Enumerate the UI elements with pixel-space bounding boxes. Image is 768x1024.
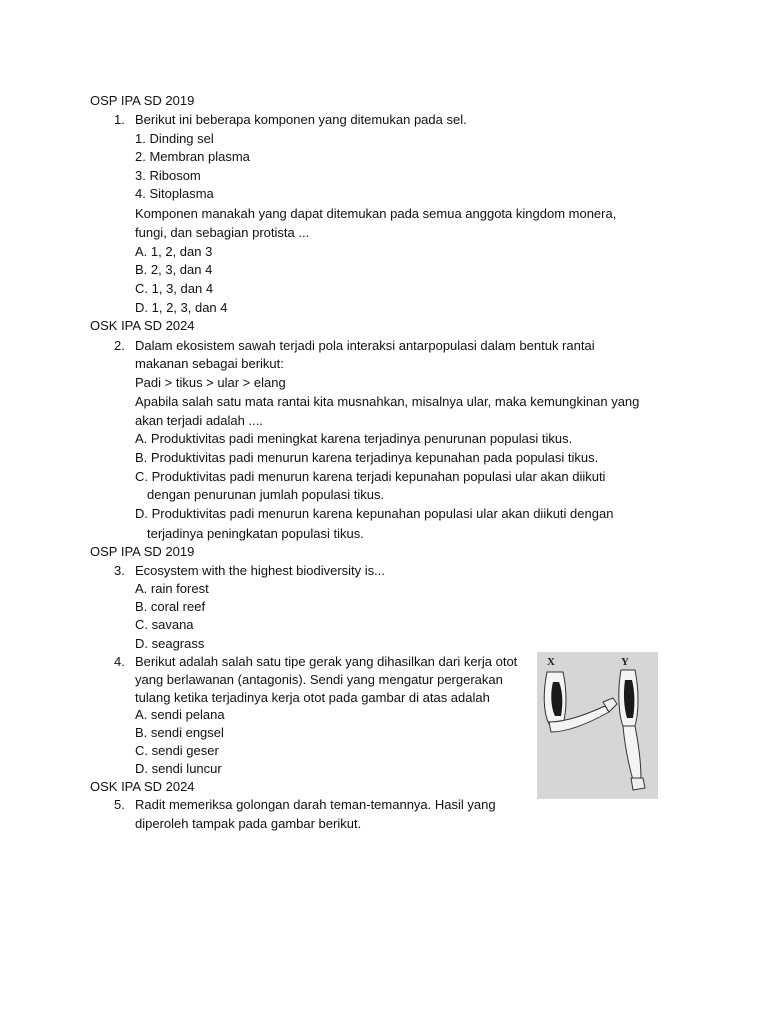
answer-option: D. 1, 2, 3, dan 4 (135, 300, 228, 315)
answer-option: D. Produktivitas padi menurun karena kepunahan populasi ular akan diikuti dengan (135, 506, 614, 521)
section-header: OSP IPA SD 2019 (90, 544, 195, 559)
figure-label-y: Y (621, 656, 629, 668)
question-text: fungi, dan sebagian protista ... (135, 225, 310, 240)
answer-option: A. sendi pelana (135, 707, 225, 722)
answer-option: B. coral reef (135, 599, 206, 614)
question-text: Komponen manakah yang dapat ditemukan pada semua anggota kingdom monera, (135, 206, 617, 221)
arm-muscle-figure (537, 652, 658, 799)
list-item: 1. Dinding sel (135, 131, 214, 146)
section-header: OSP IPA SD 2019 (90, 93, 195, 108)
question-text: diperoleh tampak pada gambar berikut. (135, 816, 362, 831)
answer-option: C. sendi geser (135, 743, 219, 758)
list-item: 4. Sitoplasma (135, 186, 214, 201)
food-chain: Padi > tikus > ular > elang (135, 375, 286, 390)
question-number: 1. (114, 112, 125, 127)
section-header: OSK IPA SD 2024 (90, 318, 195, 333)
figure-label-x: X (547, 656, 555, 668)
question-number: 3. (114, 563, 125, 578)
answer-option: D. seagrass (135, 636, 205, 651)
section-header: OSK IPA SD 2024 (90, 779, 195, 794)
question-number: 2. (114, 338, 125, 353)
list-item: 2. Membran plasma (135, 149, 250, 164)
question-text: Berikut adalah salah satu tipe gerak yang dihasilkan dari kerja otot (135, 654, 518, 669)
question-text: yang berlawanan (antagonis). Sendi yang mengatur pergerakan (135, 672, 503, 687)
answer-option: C. savana (135, 617, 194, 632)
question-text: akan terjadi adalah .... (135, 413, 263, 428)
answer-option: A. rain forest (135, 581, 209, 596)
answer-option: A. Produktivitas padi meningkat karena terjadinya penurunan populasi tikus. (135, 431, 573, 446)
answer-option: C. 1, 3, dan 4 (135, 281, 214, 296)
answer-option-continued: terjadinya peningkatan populasi tikus. (147, 526, 364, 541)
question-text: Ecosystem with the highest biodiversity is... (135, 563, 385, 578)
question-number: 5. (114, 797, 125, 812)
answer-option: B. 2, 3, dan 4 (135, 262, 213, 277)
question-text: Radit memeriksa golongan darah teman-temannya. Hasil yang (135, 797, 496, 812)
question-text: Apabila salah satu mata rantai kita musnahkan, misalnya ular, maka kemungkinan yang (135, 394, 640, 409)
answer-option: C. Produktivitas padi menurun karena terjadi kepunahan populasi ular akan diikuti (135, 469, 606, 484)
question-text: Berikut ini beberapa komponen yang ditemukan pada sel. (135, 112, 467, 127)
question-number: 4. (114, 654, 125, 669)
answer-option: B. sendi engsel (135, 725, 224, 740)
list-item: 3. Ribosom (135, 168, 201, 183)
answer-option: A. 1, 2, dan 3 (135, 244, 213, 259)
answer-option-continued: dengan penurunan jumlah populasi tikus. (147, 487, 385, 502)
answer-option: D. sendi luncur (135, 761, 222, 776)
question-text: tulang ketika terjadinya kerja otot pada gambar di atas adalah (135, 690, 490, 705)
question-text: Dalam ekosistem sawah terjadi pola interaksi antarpopulasi dalam bentuk rantai (135, 338, 595, 353)
answer-option: B. Produktivitas padi menurun karena terjadinya kepunahan pada populasi tikus. (135, 450, 599, 465)
question-text: makanan sebagai berikut: (135, 356, 284, 371)
